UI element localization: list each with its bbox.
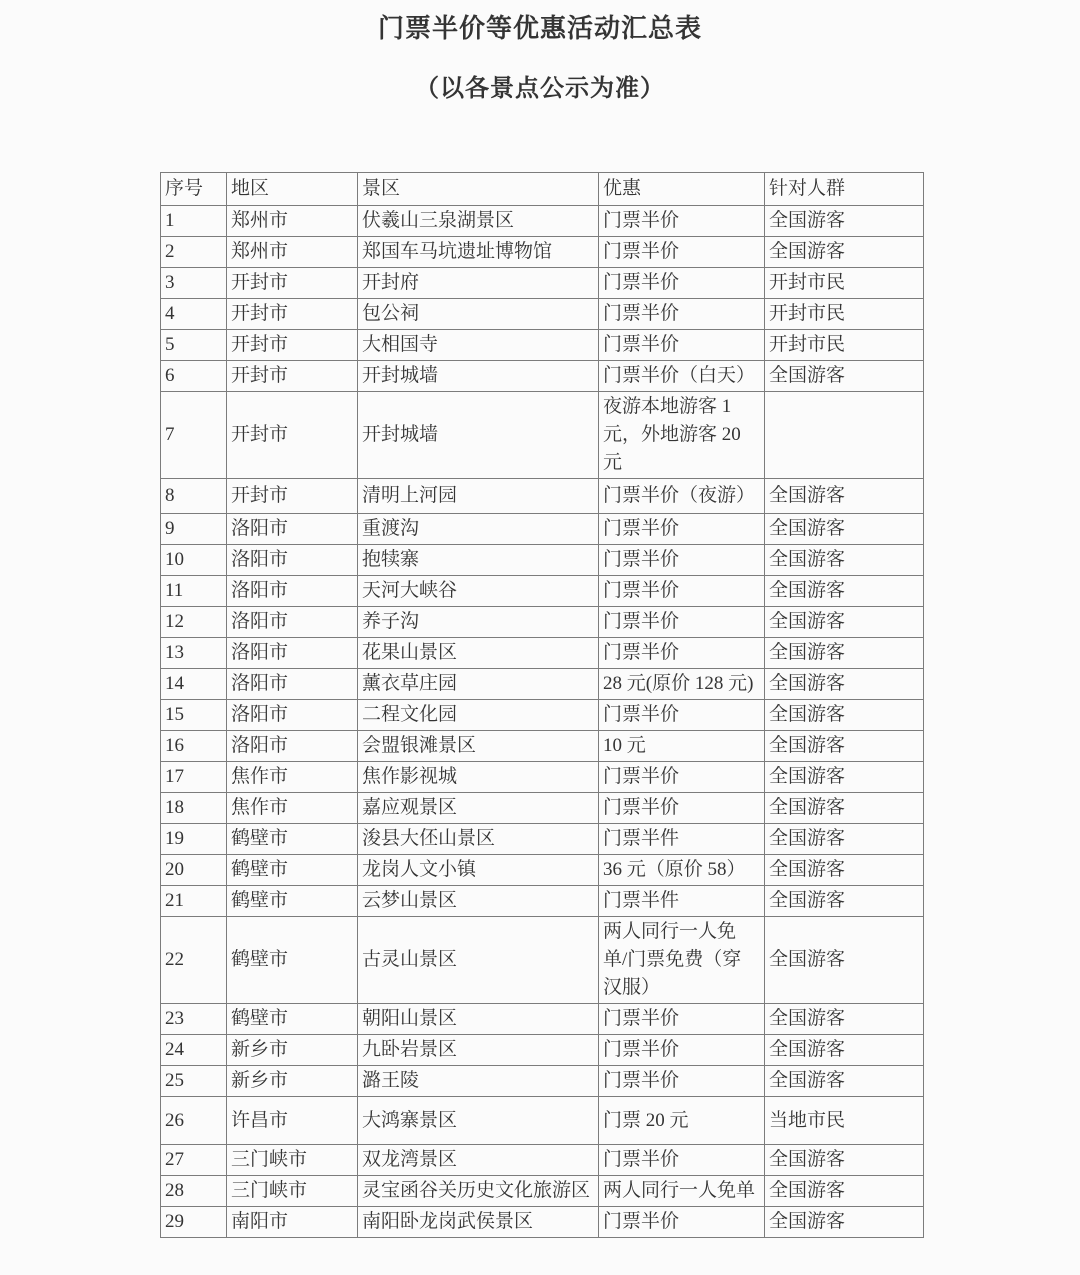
table-cell: 全国游客 bbox=[765, 1004, 924, 1035]
table-cell: 朝阳山景区 bbox=[358, 1004, 599, 1035]
table-cell: 开封市 bbox=[227, 392, 358, 479]
table-cell: 三门峡市 bbox=[227, 1176, 358, 1207]
table-cell: 门票半价 bbox=[599, 514, 765, 545]
table-cell: 17 bbox=[161, 762, 227, 793]
table-cell: 门票半价 bbox=[599, 793, 765, 824]
table-row bbox=[161, 762, 924, 793]
table-row bbox=[161, 1035, 924, 1066]
table-cell: 开封市 bbox=[227, 299, 358, 330]
page-subtitle: （以各景点公示为准） bbox=[415, 76, 665, 102]
table-row bbox=[161, 669, 924, 700]
table-cell: 洛阳市 bbox=[227, 700, 358, 731]
table-cell: 两人同行一人免单/门票免费（穿汉服） bbox=[599, 917, 765, 1004]
table-cell: 3 bbox=[161, 268, 227, 299]
page-title: 门票半价等优惠活动汇总表 bbox=[377, 14, 702, 43]
table-cell: 龙岗人文小镇 bbox=[358, 855, 599, 886]
table-cell: 新乡市 bbox=[227, 1035, 358, 1066]
table-cell: 浚县大伾山景区 bbox=[358, 824, 599, 855]
table-cell: 双龙湾景区 bbox=[358, 1145, 599, 1176]
table-cell: 潞王陵 bbox=[358, 1066, 599, 1097]
table-cell: 开封市 bbox=[227, 479, 358, 514]
table-cell: 9 bbox=[161, 514, 227, 545]
table-row bbox=[161, 793, 924, 824]
table-cell: 开封市 bbox=[227, 361, 358, 392]
table-cell: 门票半件 bbox=[599, 886, 765, 917]
table-cell: 大相国寺 bbox=[358, 330, 599, 361]
table-cell: 28 元(原价 128 元) bbox=[599, 669, 765, 700]
table-cell: 许昌市 bbox=[227, 1097, 358, 1145]
table-cell: 开封府 bbox=[358, 268, 599, 299]
table-cell: 开封市民 bbox=[765, 268, 924, 299]
table-cell: 云梦山景区 bbox=[358, 886, 599, 917]
table-cell: 全国游客 bbox=[765, 1176, 924, 1207]
table-cell: 开封市 bbox=[227, 330, 358, 361]
table-cell: 36 元（原价 58） bbox=[599, 855, 765, 886]
table-cell: 4 bbox=[161, 299, 227, 330]
table-cell: 开封城墙 bbox=[358, 392, 599, 479]
table-cell: 门票半价 bbox=[599, 1004, 765, 1035]
table-cell: 抱犊寨 bbox=[358, 545, 599, 576]
table-row bbox=[161, 576, 924, 607]
table-cell: 当地市民 bbox=[765, 1097, 924, 1145]
table-cell: 门票半价（白天） bbox=[599, 361, 765, 392]
table-cell: 29 bbox=[161, 1207, 227, 1238]
table-cell: 门票半价 bbox=[599, 762, 765, 793]
table-cell: 伏羲山三泉湖景区 bbox=[358, 206, 599, 237]
table-row bbox=[161, 638, 924, 669]
table-cell: 10 bbox=[161, 545, 227, 576]
table-cell: 门票半价 bbox=[599, 1207, 765, 1238]
table-cell: 门票半价 bbox=[599, 1066, 765, 1097]
table-row bbox=[161, 824, 924, 855]
table-cell: 7 bbox=[161, 392, 227, 479]
table-cell: 天河大峡谷 bbox=[358, 576, 599, 607]
table-body bbox=[161, 206, 924, 1238]
table-row bbox=[161, 1176, 924, 1207]
discount-summary-table bbox=[160, 172, 924, 1238]
table-cell: 新乡市 bbox=[227, 1066, 358, 1097]
table-cell: 全国游客 bbox=[765, 479, 924, 514]
table-row bbox=[161, 479, 924, 514]
header-row bbox=[161, 173, 924, 206]
table-cell: 门票半价 bbox=[599, 576, 765, 607]
table-cell: 郑国车马坑遗址博物馆 bbox=[358, 237, 599, 268]
table-cell: 6 bbox=[161, 361, 227, 392]
table-cell: 23 bbox=[161, 1004, 227, 1035]
table-cell: 门票半价 bbox=[599, 299, 765, 330]
table-row bbox=[161, 886, 924, 917]
table-cell: 洛阳市 bbox=[227, 514, 358, 545]
table-cell: 11 bbox=[161, 576, 227, 607]
table-cell: 24 bbox=[161, 1035, 227, 1066]
table-cell: 全国游客 bbox=[765, 638, 924, 669]
table-row bbox=[161, 917, 924, 1004]
table-cell: 门票半价（夜游） bbox=[599, 479, 765, 514]
table-cell: 全国游客 bbox=[765, 607, 924, 638]
table-cell: 门票半价 bbox=[599, 237, 765, 268]
column-header-region: 地区 bbox=[227, 173, 358, 206]
table-cell: 洛阳市 bbox=[227, 576, 358, 607]
table-cell: 全国游客 bbox=[765, 1145, 924, 1176]
table-cell: 全国游客 bbox=[765, 762, 924, 793]
table-row bbox=[161, 392, 924, 479]
table-cell: 鹤壁市 bbox=[227, 855, 358, 886]
table-row bbox=[161, 1207, 924, 1238]
table-cell: 南阳卧龙岗武侯景区 bbox=[358, 1207, 599, 1238]
table-cell: 全国游客 bbox=[765, 855, 924, 886]
table-cell: 开封市民 bbox=[765, 299, 924, 330]
table-cell: 清明上河园 bbox=[358, 479, 599, 514]
table-cell: 包公祠 bbox=[358, 299, 599, 330]
table-cell: 门票 20 元 bbox=[599, 1097, 765, 1145]
table-row bbox=[161, 361, 924, 392]
table-cell: 16 bbox=[161, 731, 227, 762]
table-row bbox=[161, 1004, 924, 1035]
table-cell: 焦作影视城 bbox=[358, 762, 599, 793]
table-row bbox=[161, 1066, 924, 1097]
table-cell: 全国游客 bbox=[765, 1035, 924, 1066]
table-row bbox=[161, 607, 924, 638]
table-cell: 全国游客 bbox=[765, 361, 924, 392]
table-cell: 20 bbox=[161, 855, 227, 886]
table-cell: 门票半价 bbox=[599, 700, 765, 731]
table-cell: 全国游客 bbox=[765, 731, 924, 762]
table-cell: 全国游客 bbox=[765, 917, 924, 1004]
table-cell: 大鸿寨景区 bbox=[358, 1097, 599, 1145]
table-cell: 全国游客 bbox=[765, 824, 924, 855]
table-cell: 全国游客 bbox=[765, 514, 924, 545]
table-cell: 15 bbox=[161, 700, 227, 731]
table-cell: 洛阳市 bbox=[227, 545, 358, 576]
table-cell: 25 bbox=[161, 1066, 227, 1097]
table-cell: 开封市 bbox=[227, 268, 358, 299]
table-cell: 嘉应观景区 bbox=[358, 793, 599, 824]
column-header-index: 序号 bbox=[161, 173, 227, 206]
table-cell: 郑州市 bbox=[227, 206, 358, 237]
table-row bbox=[161, 268, 924, 299]
table-cell: 鹤壁市 bbox=[227, 886, 358, 917]
table-row bbox=[161, 237, 924, 268]
table-cell: 门票半价 bbox=[599, 268, 765, 299]
table-row bbox=[161, 1145, 924, 1176]
table-cell: 27 bbox=[161, 1145, 227, 1176]
table-cell: 18 bbox=[161, 793, 227, 824]
table-row bbox=[161, 731, 924, 762]
table-cell: 门票半价 bbox=[599, 1035, 765, 1066]
table-cell: 三门峡市 bbox=[227, 1145, 358, 1176]
table-cell: 10 元 bbox=[599, 731, 765, 762]
table-cell: 22 bbox=[161, 917, 227, 1004]
table-cell: 全国游客 bbox=[765, 576, 924, 607]
column-header-target-group: 针对人群 bbox=[765, 173, 924, 206]
table-cell: 2 bbox=[161, 237, 227, 268]
table-row bbox=[161, 1097, 924, 1145]
table-cell: 全国游客 bbox=[765, 886, 924, 917]
column-header-scenic-area: 景区 bbox=[358, 173, 599, 206]
table-cell: 门票半价 bbox=[599, 1145, 765, 1176]
table-cell: 洛阳市 bbox=[227, 638, 358, 669]
table-row bbox=[161, 299, 924, 330]
table-cell: 8 bbox=[161, 479, 227, 514]
table-cell: 灵宝函谷关历史文化旅游区 bbox=[358, 1176, 599, 1207]
table-cell: 门票半价 bbox=[599, 330, 765, 361]
table-cell: 21 bbox=[161, 886, 227, 917]
table-cell: 薰衣草庄园 bbox=[358, 669, 599, 700]
table-cell: 门票半价 bbox=[599, 206, 765, 237]
table-cell: 鹤壁市 bbox=[227, 824, 358, 855]
table-row bbox=[161, 206, 924, 237]
table-cell: 1 bbox=[161, 206, 227, 237]
column-header-discount: 优惠 bbox=[599, 173, 765, 206]
table-cell: 洛阳市 bbox=[227, 731, 358, 762]
table-cell: 13 bbox=[161, 638, 227, 669]
table-cell: 二程文化园 bbox=[358, 700, 599, 731]
table-cell: 5 bbox=[161, 330, 227, 361]
table-cell: 全国游客 bbox=[765, 1066, 924, 1097]
table-cell: 养子沟 bbox=[358, 607, 599, 638]
table-cell: 郑州市 bbox=[227, 237, 358, 268]
table-cell: 两人同行一人免单 bbox=[599, 1176, 765, 1207]
table-cell: 全国游客 bbox=[765, 206, 924, 237]
table-cell: 开封城墙 bbox=[358, 361, 599, 392]
table-cell: 古灵山景区 bbox=[358, 917, 599, 1004]
table-cell: 开封市民 bbox=[765, 330, 924, 361]
table-row bbox=[161, 855, 924, 886]
table-cell: 洛阳市 bbox=[227, 607, 358, 638]
table-cell: 全国游客 bbox=[765, 545, 924, 576]
table-cell: 门票半价 bbox=[599, 545, 765, 576]
table-cell: 鹤壁市 bbox=[227, 917, 358, 1004]
table-cell: 门票半价 bbox=[599, 638, 765, 669]
table-cell: 花果山景区 bbox=[358, 638, 599, 669]
table-cell: 南阳市 bbox=[227, 1207, 358, 1238]
table-cell: 夜游本地游客 1 元，外地游客 20 元 bbox=[599, 392, 765, 479]
table-row bbox=[161, 514, 924, 545]
table-cell: 九卧岩景区 bbox=[358, 1035, 599, 1066]
table-cell: 28 bbox=[161, 1176, 227, 1207]
table-cell: 14 bbox=[161, 669, 227, 700]
table-cell: 鹤壁市 bbox=[227, 1004, 358, 1035]
table-cell: 重渡沟 bbox=[358, 514, 599, 545]
table-row bbox=[161, 330, 924, 361]
table-cell: 门票半价 bbox=[599, 607, 765, 638]
table-cell: 焦作市 bbox=[227, 793, 358, 824]
table-cell: 全国游客 bbox=[765, 700, 924, 731]
table-row bbox=[161, 545, 924, 576]
table-cell: 26 bbox=[161, 1097, 227, 1145]
table-cell: 焦作市 bbox=[227, 762, 358, 793]
table-cell: 洛阳市 bbox=[227, 669, 358, 700]
table-cell: 19 bbox=[161, 824, 227, 855]
table-row bbox=[161, 700, 924, 731]
table-cell: 全国游客 bbox=[765, 793, 924, 824]
table-cell bbox=[765, 392, 924, 479]
table-cell: 全国游客 bbox=[765, 669, 924, 700]
table-cell: 门票半件 bbox=[599, 824, 765, 855]
table-cell: 全国游客 bbox=[765, 237, 924, 268]
table-cell: 12 bbox=[161, 607, 227, 638]
table-cell: 会盟银滩景区 bbox=[358, 731, 599, 762]
table-cell: 全国游客 bbox=[765, 1207, 924, 1238]
